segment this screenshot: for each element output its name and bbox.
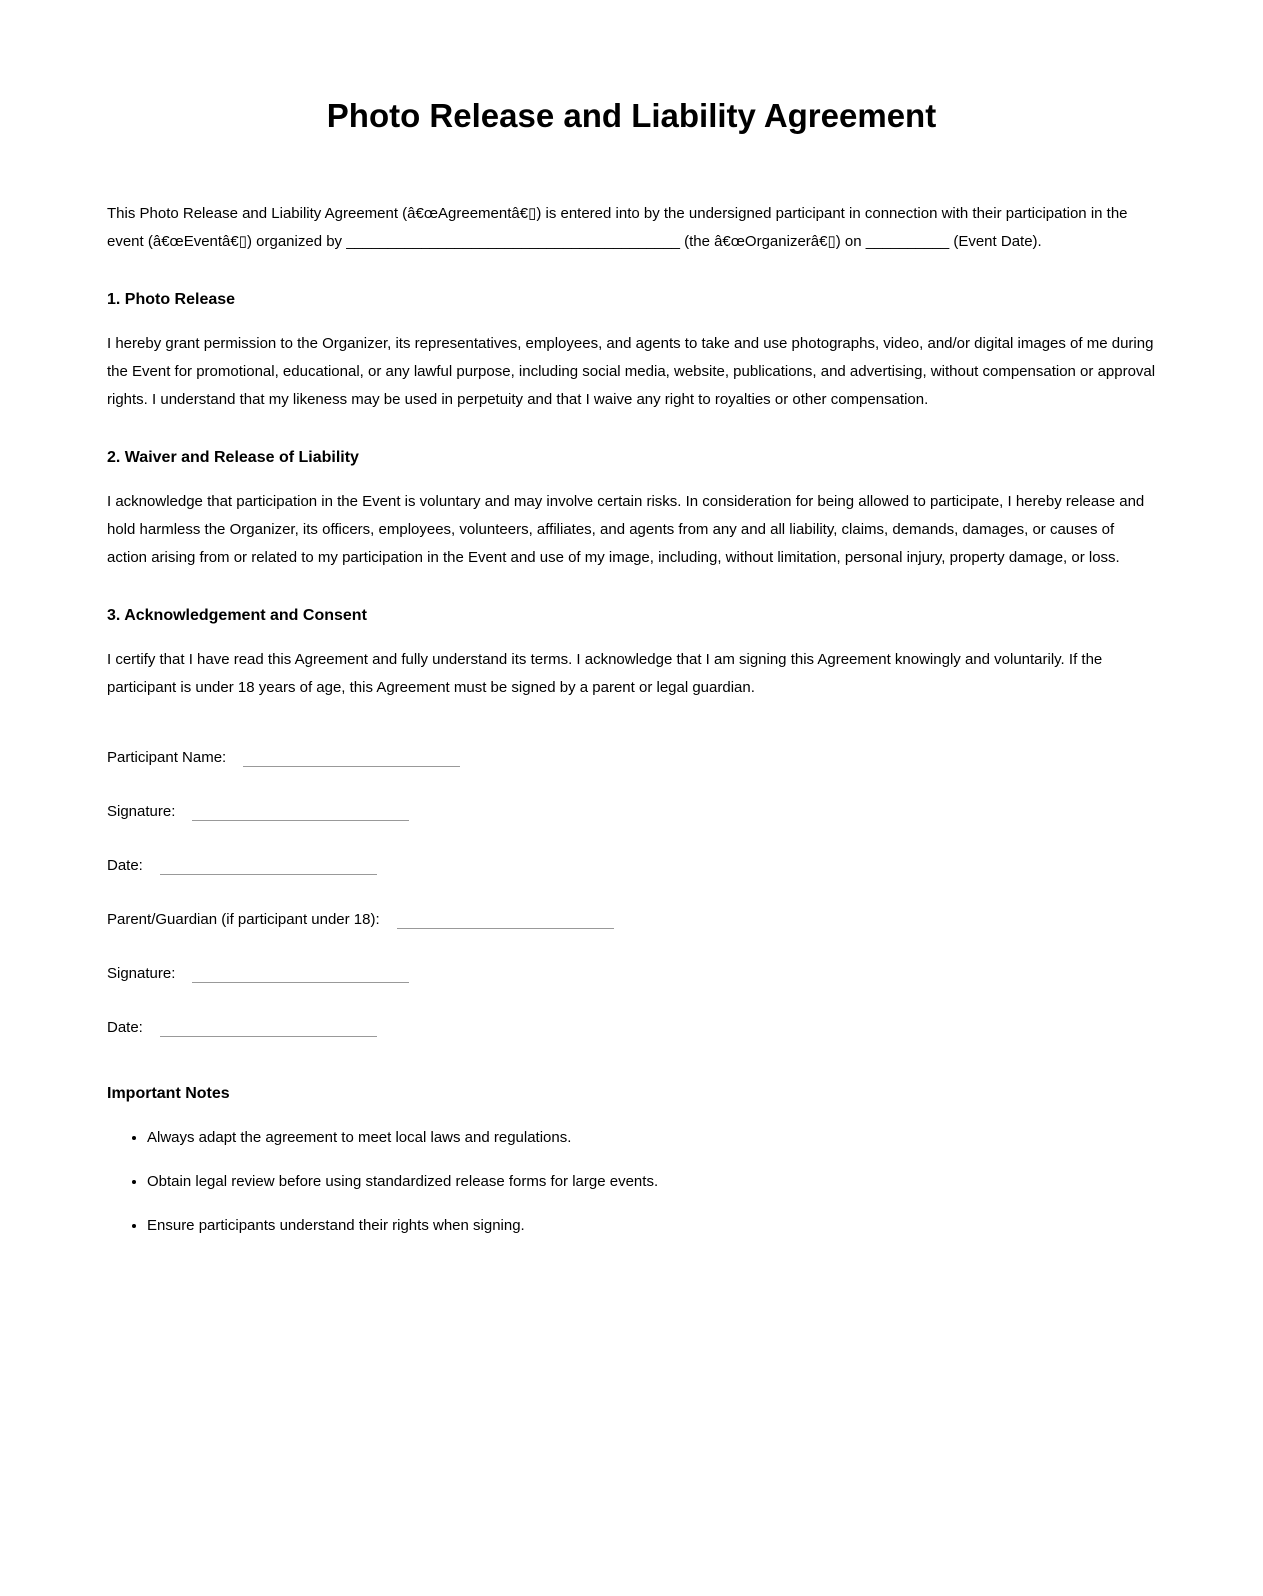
note-item: • Ensure participants understand their rights when signing. [147,1212,1156,1240]
guardian-date-label: Date: [107,1018,143,1036]
participant-signature-blank-line [192,820,409,821]
page-title: Photo Release and Liability Agreement [326,97,937,134]
section-2-heading: 2. Waiver and Release of Liability [107,448,359,466]
participant-signature-label: Signature: [107,802,176,820]
guardian-signature-label: Signature: [107,964,176,982]
parent-guardian-field [107,906,1156,934]
participant-name-blank-line [243,766,460,767]
guardian-date-blank-line [160,1036,377,1037]
participant-date-field [107,852,1156,880]
note-item: • Obtain legal review before using standardized release forms for large events. [147,1168,1156,1196]
guardian-signature-field [107,960,1156,988]
section-1-heading: 1. Photo Release [107,290,236,308]
signature-block [107,744,1156,1042]
document [107,96,1156,1240]
section-3-heading: 3. Acknowledgement and Consent [107,606,367,624]
participant-signature-field [107,798,1156,826]
section-2-body: I acknowledge that participation in the Event is voluntary and may involve certain risks. In consideration for being allowed to participate, I hereby release and hold harmless the Organizer, its officers, employees, volunteers, affiliates, and agents from any and all liability, claims, demands, damages, or causes of action arising from or related to my participation in the Event and use of my image, including, without limitation, personal injury, property damage, or loss. [107,492,1145,566]
notes-list [107,1124,1156,1240]
note-item: • Always adapt the agreement to meet local laws and regulations. [147,1124,1156,1152]
participant-date-blank-line [160,874,377,875]
parent-guardian-label: Parent/Guardian (if participant under 18): [107,910,380,928]
participant-name-field [107,744,1156,772]
guardian-signature-blank-line [192,982,409,983]
parent-guardian-blank-line [397,928,614,929]
guardian-date-field [107,1014,1156,1042]
intro-paragraph: This Photo Release and Liability Agreement (â€œAgreementâ€▯) is entered into by the undersigned participant in connection with their participation in the event (â€œEventâ€▯) organized by ________________________________________ (the â€œOrganizerâ€▯) on __________ (Event Date). [107,204,1128,250]
participant-date-label: Date: [107,856,143,874]
notes-heading: Important Notes [107,1084,230,1102]
participant-name-label: Participant Name: [107,748,227,766]
section-3-body: I certify that I have read this Agreement and fully understand its terms. I acknowledge that I am signing this Agreement knowingly and voluntarily. If the participant is under 18 years of age, this Agreement must be signed by a parent or legal guardian. [107,650,1103,696]
section-1-body: I hereby grant permission to the Organizer, its representatives, employees, and agents to take and use photographs, video, and/or digital images of me during the Event for promotional, educational, or any lawful purpose, including social media, website, publications, and advertising, without compensation or approval rights. I understand that my likeness may be used in perpetuity and that I waive any right to royalties or other compensation. [107,334,1156,408]
